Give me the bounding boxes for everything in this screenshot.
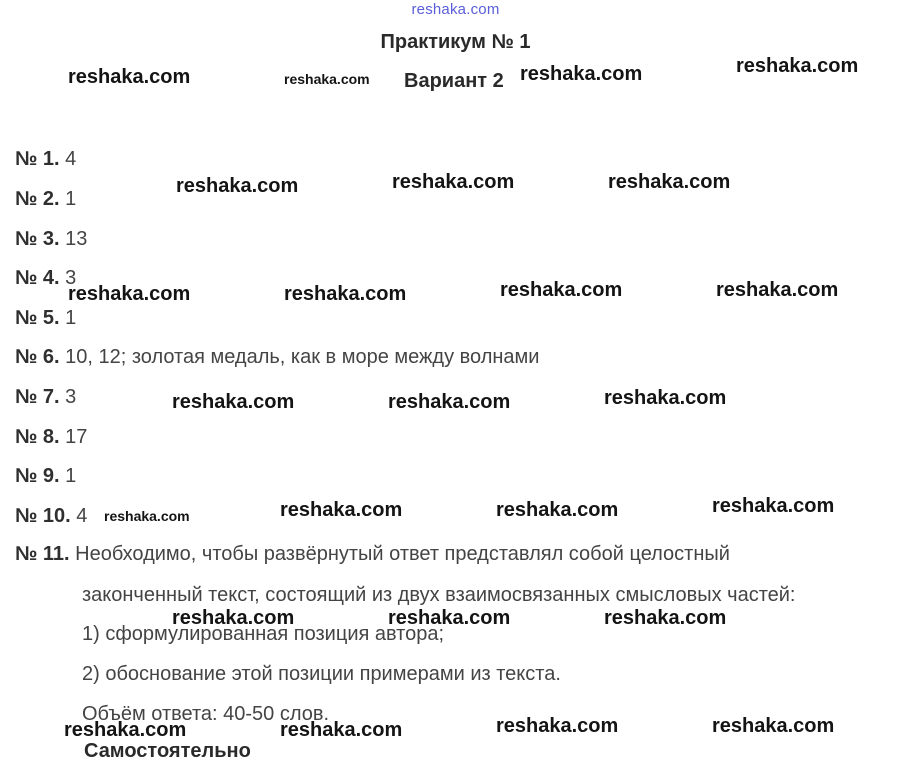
answer-number: № 10. xyxy=(15,505,71,527)
watermark: reshaka.com xyxy=(608,171,731,193)
watermark: reshaka.com xyxy=(172,391,295,413)
answer-number: № 8. xyxy=(15,426,60,448)
answer-number: № 6. xyxy=(15,346,60,368)
watermark: reshaka.com xyxy=(712,715,835,737)
watermark: reshaka.com xyxy=(172,607,295,629)
answer-text: Необходимо, чтобы развёрнутый ответ представлял собой целостный xyxy=(75,543,730,565)
watermark: reshaka.com xyxy=(284,283,407,305)
answer-11-line-3: 1) сформулированная позиция автора; xyxy=(82,623,445,645)
page-title: Практикум № 1 xyxy=(380,31,531,53)
watermark: reshaka.com xyxy=(284,71,370,87)
answer-text: 3 xyxy=(65,267,77,289)
answer-item-5 xyxy=(15,307,76,330)
watermark: reshaka.com xyxy=(604,607,727,629)
site-header-link[interactable]: reshaka.com xyxy=(411,1,500,18)
answer-text: 4 xyxy=(65,148,77,170)
answer-item-2 xyxy=(15,188,76,211)
answer-item-11 xyxy=(15,543,730,566)
answer-text: 1 xyxy=(65,465,77,487)
answer-item-10 xyxy=(15,505,87,528)
answer-number: № 9. xyxy=(15,465,60,487)
answer-text: 3 xyxy=(65,386,77,408)
answer-item-1 xyxy=(15,148,76,171)
answer-11-line-5: Объём ответа: 40-50 слов. xyxy=(82,703,330,725)
answer-item-6 xyxy=(15,346,539,369)
answer-number: № 3. xyxy=(15,228,60,250)
answer-text: 1 xyxy=(65,307,77,329)
watermark: reshaka.com xyxy=(736,55,859,77)
watermark: reshaka.com xyxy=(388,607,511,629)
answer-number: № 7. xyxy=(15,386,60,408)
answer-number: № 5. xyxy=(15,307,60,329)
answer-number: № 1. xyxy=(15,148,60,170)
answer-number: № 2. xyxy=(15,188,60,210)
answer-item-9 xyxy=(15,465,76,488)
section-heading: Самостоятельно xyxy=(84,740,251,762)
watermark: reshaka.com xyxy=(712,495,835,517)
watermark: reshaka.com xyxy=(604,387,727,409)
answer-number: № 11. xyxy=(15,543,70,565)
answer-11-line-4: 2) обоснование этой позиции примерами из текста. xyxy=(82,663,561,685)
watermark: reshaka.com xyxy=(716,279,839,301)
watermark: reshaka.com xyxy=(68,66,191,88)
watermark: reshaka.com xyxy=(104,508,190,524)
answer-item-7 xyxy=(15,386,76,409)
watermark: reshaka.com xyxy=(64,719,187,741)
watermark: reshaka.com xyxy=(520,63,643,85)
watermark: reshaka.com xyxy=(500,279,623,301)
answer-text: 4 xyxy=(76,505,88,527)
answer-text: 13 xyxy=(65,228,88,250)
answer-item-3 xyxy=(15,228,87,251)
answer-item-8 xyxy=(15,426,87,449)
page-subtitle: Вариант 2 xyxy=(404,70,504,92)
answer-text: 10, 12; золотая медаль, как в море между волнами xyxy=(65,346,540,368)
watermark: reshaka.com xyxy=(388,391,511,413)
watermark: reshaka.com xyxy=(392,171,515,193)
answer-text: 17 xyxy=(65,426,88,448)
answer-number: № 4. xyxy=(15,267,60,289)
watermark: reshaka.com xyxy=(68,283,191,305)
watermark: reshaka.com xyxy=(496,499,619,521)
watermark: reshaka.com xyxy=(280,499,403,521)
watermark: reshaka.com xyxy=(496,715,619,737)
watermark: reshaka.com xyxy=(280,719,403,741)
answer-11-line-2: законченный текст, состоящий из двух взаимосвязанных смысловых частей: xyxy=(82,584,796,606)
watermark: reshaka.com xyxy=(176,175,299,197)
answer-text: 1 xyxy=(65,188,77,210)
